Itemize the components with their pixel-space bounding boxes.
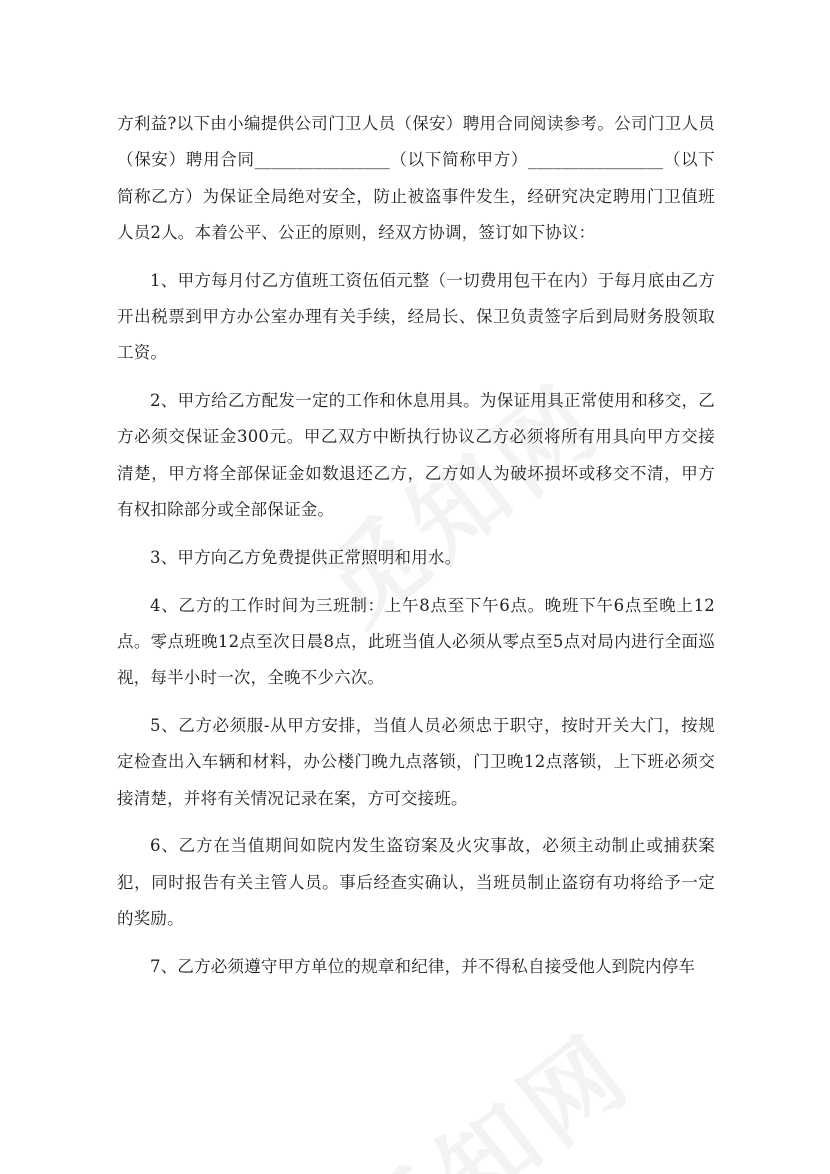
paragraph-clause-3: 3、甲方向乙方免费提供正常照明和用水。 — [150, 547, 462, 567]
paragraph-clause-2: 2、甲方给乙方配发一定的工作和休息用具。为保证用具正常使用和移交，乙方必须交保证金300元。甲乙双方中断执行协议乙方必须将所有用具向甲方交接清楚，甲方将全部保证金如数退还乙方，乙方如人为破坏损坏或移交不清，甲方有权扣除部分或全部保证金。 — [117, 391, 715, 519]
paragraph-intro: 方利益?以下由小编提供公司门卫人员（保安）聘用合同阅读参考。公司门卫人员（保安）聘用合同________________（以下简称甲方）________________（以下简称乙方）为保证全局绝对安全，防止被盗事件发生，经研究决定聘用门卫值班人员2人。本着公平、公正的原则，经双方协调，签订如下协议： — [117, 114, 715, 242]
paragraph-clause-6: 6、乙方在当值期间如院内发生盗窃案及火灾事故，必须主动制止或捕获案犯，同时报告有关主管人员。事后经查实确认，当班员制止盗窃有功将给予一定的奖励。 — [117, 836, 715, 928]
paragraph-clause-4: 4、乙方的工作时间为三班制：上午8点至下午6点。晚班下午6点至晚上12点。零点班晚12点至次日晨8点，此班当值人必须从零点至5点对局内进行全面巡视，每半小时一次，全晚不少六次。 — [117, 595, 715, 688]
watermark-logo — [322, 997, 657, 1174]
paragraph-clause-7: 7、乙方必须遵守甲方单位的规章和纪律，并不得私自接受他人到院内停车 — [150, 956, 696, 976]
paragraph-clause-1: 1、甲方每月付乙方值班工资伍佰元整（一切费用包干在内）于每月底由乙方开出税票到甲方办公室办理有关手续，经局长、保卫负责签字后到局财务股领取工资。 — [117, 270, 715, 363]
paragraph-clause-5: 5、乙方必须服-从甲方安排，当值人员必须忠于职守，按时开关大门，按规定检查出入车辆和材料，办公楼门晚九点落锁，门卫晚12点落锁，上下班必须交接清楚，并将有关情况记录在案，方可交接班。 — [117, 715, 715, 808]
document-body — [117, 106, 715, 997]
